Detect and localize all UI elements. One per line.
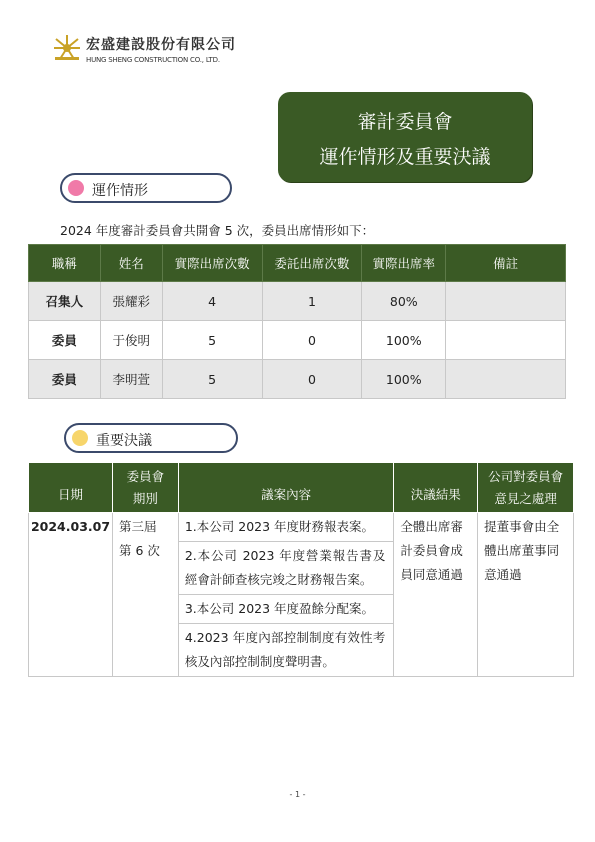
title-banner [278, 92, 532, 182]
col-header-date: 日期 [29, 463, 113, 513]
table-row [29, 360, 566, 399]
cell-title: 委員 [29, 360, 101, 399]
cell-remark [446, 321, 566, 360]
list-item: 1.本公司 2023 年度財務報表案。 [179, 513, 394, 542]
col-header: 實際出席率 [362, 245, 446, 282]
cell-actual: 5 [162, 321, 262, 360]
company-name-en: HUNG SHENG CONSTRUCTION CO., LTD. [86, 56, 220, 64]
section-label: 運作情形 [92, 183, 148, 199]
list-item: 2.本公司 2023 年度營業報告書及經會計師查核完竣之財務報告案。 [179, 542, 394, 595]
cell-name: 于俊明 [100, 321, 162, 360]
cell-remark [446, 282, 566, 321]
col-header-handling [478, 463, 574, 513]
table-row [29, 282, 566, 321]
header-line: 公司對委員會 [488, 468, 564, 484]
cell-content [178, 513, 394, 677]
yellow-dot-icon [72, 430, 88, 446]
col-header-content: 議案內容 [178, 463, 394, 513]
header-line: 意見之處理 [494, 490, 557, 506]
cell-rate: 100% [362, 360, 446, 399]
attendance-table [28, 244, 566, 399]
table-header-row [29, 463, 574, 513]
pink-dot-icon [68, 180, 84, 196]
list-item: 3.本公司 2023 年度盈餘分配案。 [179, 595, 394, 624]
cell-remark [446, 360, 566, 399]
page-number: - 1 - [289, 790, 306, 799]
session-line: 第 6 次 [118, 543, 160, 558]
col-header: 職稱 [29, 245, 101, 282]
cell-proxy: 1 [262, 282, 362, 321]
col-header-session [112, 463, 178, 513]
resolutions-table [28, 462, 574, 677]
cell-rate: 80% [362, 282, 446, 321]
cell-actual: 5 [162, 360, 262, 399]
cell-session [112, 513, 178, 677]
cell-rate: 100% [362, 321, 446, 360]
title-line-2: 運作情形及重要決議 [319, 146, 491, 168]
col-header: 備註 [446, 245, 566, 282]
section-heading-operation [60, 173, 232, 203]
table-row [29, 513, 574, 677]
col-header-result: 決議結果 [394, 463, 478, 513]
cell-proxy: 0 [262, 321, 362, 360]
section-label: 重要決議 [96, 433, 152, 449]
cell-name: 張耀彩 [100, 282, 162, 321]
cell-title: 召集人 [29, 282, 101, 321]
session-line: 第三屆 [118, 519, 157, 534]
cell-result: 全體出席審計委員會成員同意通過 [394, 513, 478, 677]
header-line: 期別 [132, 490, 158, 506]
cell-name: 李明萱 [100, 360, 162, 399]
cell-proxy: 0 [262, 360, 362, 399]
cell-handling: 提董事會由全體出席董事同意通過 [478, 513, 574, 677]
cell-date: 2024.03.07 [29, 513, 113, 677]
header-line: 委員會 [126, 468, 165, 484]
attendance-intro: 2024 年度審計委員會共開會 5 次，委員出席情形如下： [60, 223, 375, 238]
col-header: 委託出席次數 [262, 245, 362, 282]
title-line-1: 審計委員會 [357, 111, 453, 133]
section-heading-resolutions [64, 423, 238, 453]
table-header-row [29, 245, 566, 282]
company-name-cn: 宏盛建設股份有限公司 [86, 37, 236, 53]
cell-title: 委員 [29, 321, 101, 360]
list-item: 4.2023 年度內部控制制度有效性考核及內部控制制度聲明書。 [184, 630, 386, 669]
cell-actual: 4 [162, 282, 262, 321]
col-header: 實際出席次數 [162, 245, 262, 282]
table-row [29, 321, 566, 360]
sunburst-logo-icon [52, 33, 82, 63]
col-header: 姓名 [100, 245, 162, 282]
